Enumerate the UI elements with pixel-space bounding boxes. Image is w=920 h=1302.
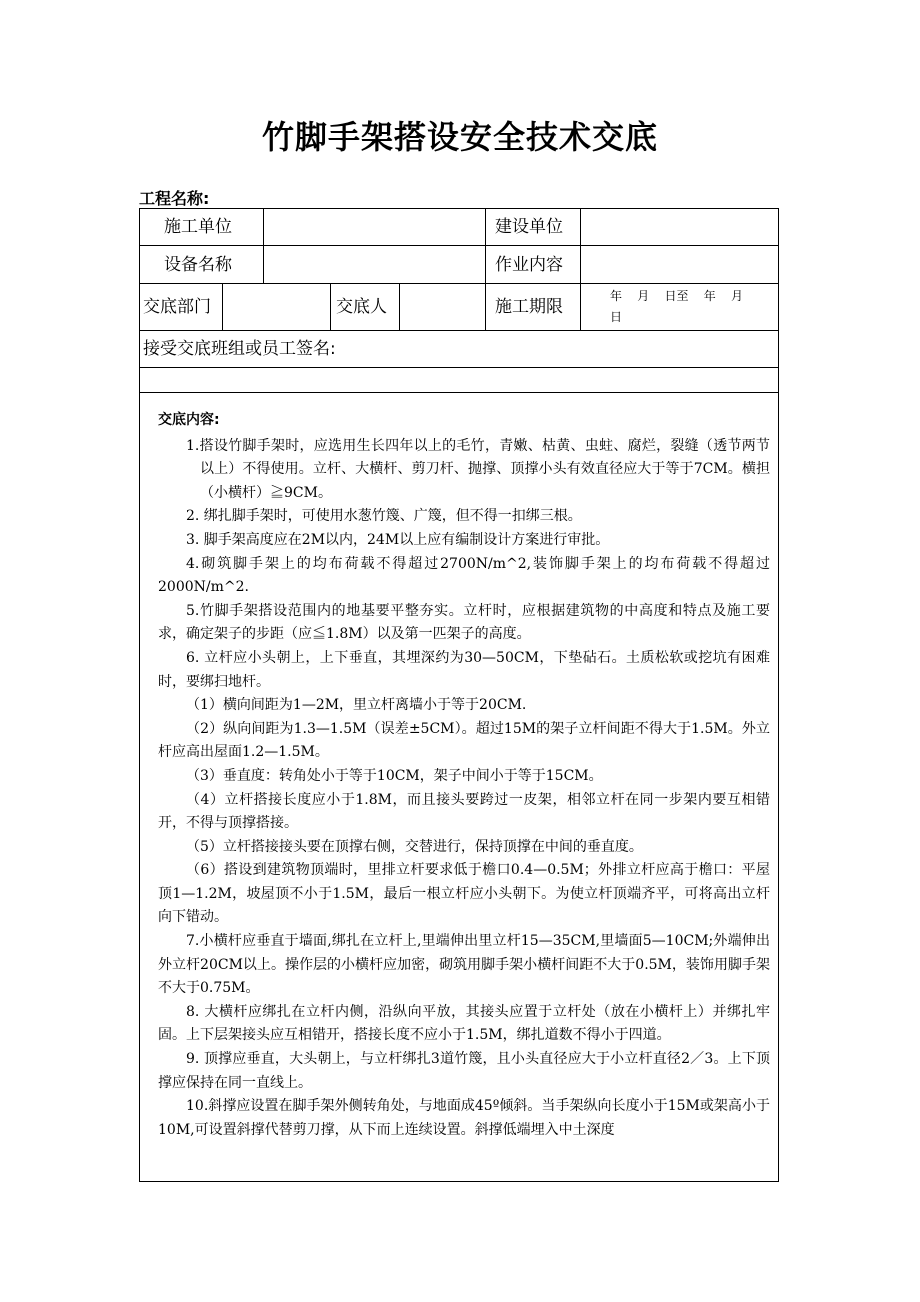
discloser-label: 交底人 bbox=[336, 297, 387, 317]
content-paragraph: 7.小横杆应垂直于墙面,绑扎在立杆上,里端伸出里立杆15—35CM,里墙面5—10CM;外端伸出外立杆20CM以上。操作层的小横杆应加密，砌筑用脚手架小横杆间距不大于0.5M，装饰用脚手架不大于0.75M。 bbox=[158, 933, 770, 997]
project-name-label: 工程名称: bbox=[139, 189, 210, 208]
column-divider bbox=[330, 283, 331, 330]
owner-unit-label: 建设单位 bbox=[495, 217, 563, 237]
content-paragraph: 4.砌筑脚手架上的均布荷载不得超过2700N/m^2,装饰脚手架上的均布荷载不得超过2000N/m^2. bbox=[158, 555, 770, 596]
row-divider bbox=[139, 283, 779, 284]
row-divider bbox=[139, 330, 779, 331]
content-paragraph: 6. 立杆应小头朝上，上下垂直，其埋深约为30—50CM，下垫砧石。土质松软或挖坑有困难时，要绑扫地杆。 bbox=[158, 649, 770, 690]
content-paragraph: 9. 顶撑应垂直，大头朝上，与立杆绑扎3道竹篾，且小头直径应大于小立杆直径2／3。上下顶撑应保持在同一直线上。 bbox=[158, 1051, 770, 1091]
disclosure-content bbox=[158, 409, 770, 1142]
content-heading: 交底内容: bbox=[158, 412, 220, 428]
content-paragraph: 2. 绑扎脚手架时，可使用水葱竹篾、广篾，但不得一扣绑三根。 bbox=[186, 508, 582, 525]
row-divider bbox=[139, 367, 779, 368]
row-divider bbox=[139, 392, 779, 393]
column-divider bbox=[485, 208, 486, 330]
row-divider bbox=[139, 245, 779, 246]
column-divider bbox=[580, 208, 581, 330]
document-title: 竹脚手架搭设安全技术交底 bbox=[261, 118, 658, 156]
equipment-name-label: 设备名称 bbox=[164, 255, 232, 275]
content-paragraph: 1.搭设竹脚手架时，应选用生长四年以上的毛竹，青嫩、枯黄、虫蛀、腐烂，裂缝（透节两节以上）不得使用。立杆、大横杆、剪刀杆、抛撑、顶撑小头有效直径应大于等于7CM。横担（小横杆）≧9CM。 bbox=[186, 437, 770, 501]
content-paragraph: 3. 脚手架高度应在2M以内，24M以上应有编制设计方案进行审批。 bbox=[186, 531, 610, 548]
construction-period-dates: 年 月 日至 年 月 bbox=[610, 289, 744, 303]
content-paragraph: 8. 大横杆应绑扎在立杆内侧，沿纵向平放，其接头应置于立杆处（放在小横杆上）并绑扎牢固。上下层架接头应互相错开，搭接长度不应小于1.5M，绑扎道数不得小于四道。 bbox=[158, 1003, 770, 1044]
work-content-label: 作业内容 bbox=[495, 255, 563, 275]
construction-unit-label: 施工单位 bbox=[164, 217, 232, 237]
construction-period-dates-end: 日 bbox=[610, 310, 623, 324]
content-paragraph: （6）搭设到建筑物顶端时，里排立杆要求低于檐口0.4—0.5M；外排立杆应高于檐口：平屋顶1—1.2M，坡屋顶不小于1.5M，最后一根立杆应小头朝下。为使立杆顶端齐平，可将高出立杆向下错动。 bbox=[158, 862, 770, 926]
content-paragraph: （4）立杆搭接长度应小于1.8M，而且接头要跨过一皮架，相邻立杆在同一步架内要互相错开，不得与顶撑搭接。 bbox=[158, 791, 770, 832]
content-paragraph: （5）立杆搭接接头要在顶撑右侧，交替进行，保持顶撑在中间的垂直度。 bbox=[186, 838, 643, 855]
content-paragraph: （1）横向间距为1—2M，里立杆离墙小于等于20CM. bbox=[186, 697, 527, 714]
construction-period-label: 施工期限 bbox=[495, 297, 563, 317]
content-paragraph: （2）纵向间距为1.3—1.5M（误差±5CM）。超过15M的架子立杆间距不得大于1.5M。外立杆应高出屋面1.2—1.5M。 bbox=[158, 720, 770, 761]
content-paragraph: 10.斜撑应设置在脚手架外侧转角处，与地面成45º倾斜。当手架纵向长度小于15M或架高小于10M,可设置斜撑代替剪刀撑，从下而上连续设置。斜撑低端埋入中土深度 bbox=[158, 1098, 770, 1138]
signature-label: 接受交底班组或员工签名: bbox=[143, 339, 336, 359]
content-paragraph: 5.竹脚手架搭设范围内的地基要平整夯实。立杆时，应根据建筑物的中高度和特点及施工要求，确定架子的步距（应≦1.8M）以及第一匹架子的高度。 bbox=[158, 602, 770, 643]
column-divider bbox=[222, 283, 223, 330]
column-divider bbox=[263, 208, 264, 283]
disclosure-dept-label: 交底部门 bbox=[143, 297, 211, 317]
content-paragraph: （3）垂直度：转角处小于等于10CM，架子中间小于等于15CM。 bbox=[186, 767, 603, 784]
column-divider bbox=[399, 283, 400, 330]
